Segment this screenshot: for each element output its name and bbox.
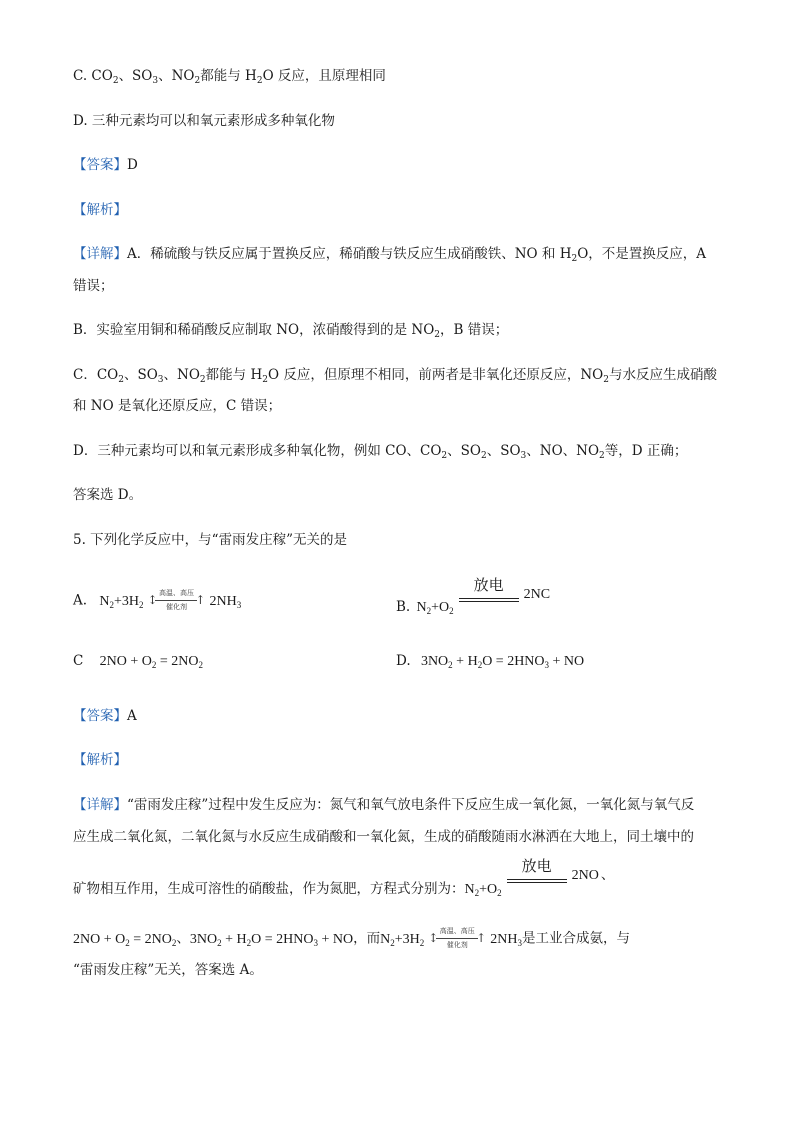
text: O 反应，且原理相同 [262, 68, 386, 84]
sub: 3 [236, 599, 242, 610]
sub: 2 [118, 375, 124, 385]
text: 等，D 正确； [604, 443, 688, 459]
eq-text: +O [431, 599, 450, 615]
equation [100, 654, 203, 669]
eq-text: N [416, 599, 427, 615]
arrow-up-icon: ↕ [428, 931, 439, 945]
eq-text: 2NO + O [73, 931, 126, 947]
equation [417, 600, 454, 615]
text: 、SO [486, 443, 521, 459]
text: O 反应，但原理不相同，前两者是非氧化还原反应，NO [267, 367, 604, 383]
sub: 2 [426, 605, 432, 616]
option-label: B. [396, 598, 411, 615]
eq-text: O = 2HNO [251, 931, 314, 947]
text: C. CO [73, 68, 113, 84]
text: ，B 错误； [440, 322, 509, 338]
condition-line [436, 938, 478, 939]
analysis-label-2: 【解析】 [73, 752, 127, 768]
sub: 2 [138, 599, 144, 610]
sub: 2 [480, 451, 487, 461]
condition-bottom: 催化剂 [165, 603, 187, 611]
detail2-line3 [73, 857, 615, 898]
equation [209, 594, 241, 609]
discharge-condition [505, 857, 569, 891]
sub: 2 [390, 937, 395, 948]
arrow-up-icon: ↕ [147, 593, 158, 607]
sub: 2 [449, 605, 454, 616]
equation [73, 932, 176, 947]
text: 都能与 H [205, 367, 263, 383]
condition-line [155, 600, 197, 601]
text: “雷雨发庄稼”过程中发生反应为：氮气和氧气放电条件下反应生成一氧化氮，一氧化氮与氧气反 [127, 797, 695, 813]
eq-text: N [380, 931, 391, 947]
answer-2 [73, 707, 137, 725]
eq-text: 3NO [420, 654, 449, 669]
sub: 2 [125, 937, 130, 948]
text: D．三种元素均可以和氧元素形成多种氧化物，例如 CO、CO [73, 443, 442, 459]
detail-a-line [73, 245, 706, 263]
sub: 3 [517, 937, 522, 948]
eq-text: = 2NO [129, 931, 172, 947]
condition-label: 放电 [473, 576, 504, 594]
question5-option-c [73, 652, 203, 671]
text: 、 [176, 930, 190, 947]
eq-text: +3H [113, 593, 139, 609]
equal-line [459, 598, 519, 599]
text: 、NO [163, 367, 200, 383]
eq-text: O = 2HNO [482, 654, 545, 669]
sub: 2 [198, 660, 203, 670]
detail-c-line [73, 366, 717, 384]
sub: 2 [603, 375, 609, 385]
sub: 2 [474, 887, 480, 898]
reversible-condition [428, 926, 486, 952]
sub: 2 [477, 660, 483, 670]
eq-text: + NO [317, 931, 354, 947]
sub: 2 [419, 937, 425, 948]
sub: 3 [520, 451, 527, 461]
detail2-line1 [73, 796, 694, 814]
text: B．实验室用铜和稀硝酸反应制取 NO，浓硝酸得到的是 NO [73, 322, 435, 338]
sub: 2 [112, 76, 119, 86]
answer-label: 【答案】 [73, 157, 127, 173]
eq-text: +O [479, 881, 498, 897]
sub: 2 [199, 375, 206, 385]
equation [421, 654, 584, 669]
discharge-condition [457, 576, 521, 610]
condition-bottom: 催化剂 [446, 941, 468, 949]
detail2-line2: 应生成二氧化氮，二氧化氮与水反应生成硝酸和一氧化氮，生成的硝酸随雨水淋洒在大地上，同土壤中的 [73, 829, 694, 845]
sub: 2 [434, 330, 440, 340]
question5-option-b [396, 576, 551, 616]
equation [380, 932, 424, 947]
answer-value: A [127, 708, 137, 724]
text: C．CO [73, 367, 119, 383]
sub: 2 [246, 937, 252, 948]
arrow-right-icon: ↑ [476, 931, 487, 945]
eq-text: 2NO [571, 867, 599, 883]
answer-value: D [127, 157, 138, 173]
eq-text: 3NO [189, 931, 218, 947]
detail-a-line2: 错误； [73, 278, 114, 294]
detail-c-line2: 和 NO 是氧化还原反应，C 错误； [73, 398, 282, 414]
equation [99, 594, 143, 609]
eq-text: N [99, 593, 110, 609]
arrow-right-icon: ↑ [195, 593, 206, 607]
eq-text: + NO [549, 654, 585, 669]
question5-option-a [73, 588, 241, 614]
equation [490, 932, 522, 947]
text: 与水反应生成硝酸 [608, 367, 717, 383]
option-d-line: D. 三种元素均可以和氧元素形成多种氧化物 [73, 113, 335, 129]
text: A．稀硫酸与铁反应属于置换反应，稀硝酸与铁反应生成硝酸铁、NO 和 H [127, 246, 572, 262]
sub: 2 [194, 76, 201, 86]
eq-text: N [464, 881, 475, 897]
equation [465, 882, 502, 897]
detail2-line4 [73, 926, 630, 952]
answer-label: 【答案】 [73, 708, 127, 724]
sub: 2 [262, 375, 268, 385]
eq-text: +3H [394, 931, 420, 947]
text: 、NO、NO [526, 443, 600, 459]
sub: 2 [109, 599, 114, 610]
sub: 2 [171, 937, 177, 948]
equal-line [459, 601, 519, 602]
detail-label: 【详解】 [73, 797, 127, 813]
text: O，不是置换反应，A [577, 246, 707, 262]
equal-line [507, 879, 567, 880]
text: 矿物相互作用，生成可溶性的硝酸盐，作为氮肥，方程式分别为： [73, 880, 465, 897]
eq-text: = 2NO [156, 654, 199, 669]
text: 都能与 H [200, 68, 257, 84]
text: 、SO [123, 367, 158, 383]
eq-text: + H [452, 654, 478, 669]
eq-text: + H [221, 931, 247, 947]
sub: 3 [544, 660, 550, 670]
text: ，而 [353, 930, 381, 947]
condition-label: 放电 [521, 857, 552, 875]
eq-text: 2NC [523, 586, 551, 602]
condition-top: 高温、高压 [439, 927, 475, 935]
sub: 3 [157, 375, 164, 385]
detail-d-line [73, 442, 687, 460]
question-5: 5. 下列化学反应中，与“雷雨发庄稼”无关的是 [73, 532, 347, 548]
sub: 2 [256, 76, 263, 86]
option-label: C [73, 653, 84, 669]
eq-text: 2NO + O [99, 654, 152, 669]
text: 、SO [447, 443, 481, 459]
question5-option-d [396, 652, 584, 671]
answer-1 [73, 156, 138, 174]
equation [190, 932, 353, 947]
sub: 3 [313, 937, 318, 948]
eq-text: 2NH [490, 931, 518, 947]
sub: 2 [441, 451, 448, 461]
eq-text: 2NH [209, 593, 237, 609]
sub: 2 [497, 887, 502, 898]
detail2-line5: “雷雨发庄稼”无关，答案选 A。 [73, 962, 263, 978]
sub: 2 [448, 660, 453, 670]
option-label: D. [396, 653, 411, 669]
text: 、NO [158, 68, 195, 84]
option-c-line [73, 67, 386, 85]
condition-top: 高温、高压 [158, 589, 194, 597]
analysis-label-1: 【解析】 [73, 202, 127, 218]
detail-label: 【详解】 [73, 246, 127, 262]
sub: 2 [217, 937, 222, 948]
sub: 2 [599, 451, 605, 461]
sub: 2 [571, 254, 578, 264]
text: 是工业合成氨，与 [521, 930, 630, 947]
equal-line [507, 882, 567, 883]
choose-d-line: 答案选 D。 [73, 487, 143, 503]
option-label: A. [73, 592, 88, 609]
text: 、SO [118, 68, 153, 84]
sub: 3 [152, 76, 159, 86]
detail-b-line [73, 321, 508, 339]
text: 、 [600, 866, 615, 883]
sub: 2 [151, 660, 157, 670]
reversible-condition [147, 588, 205, 614]
